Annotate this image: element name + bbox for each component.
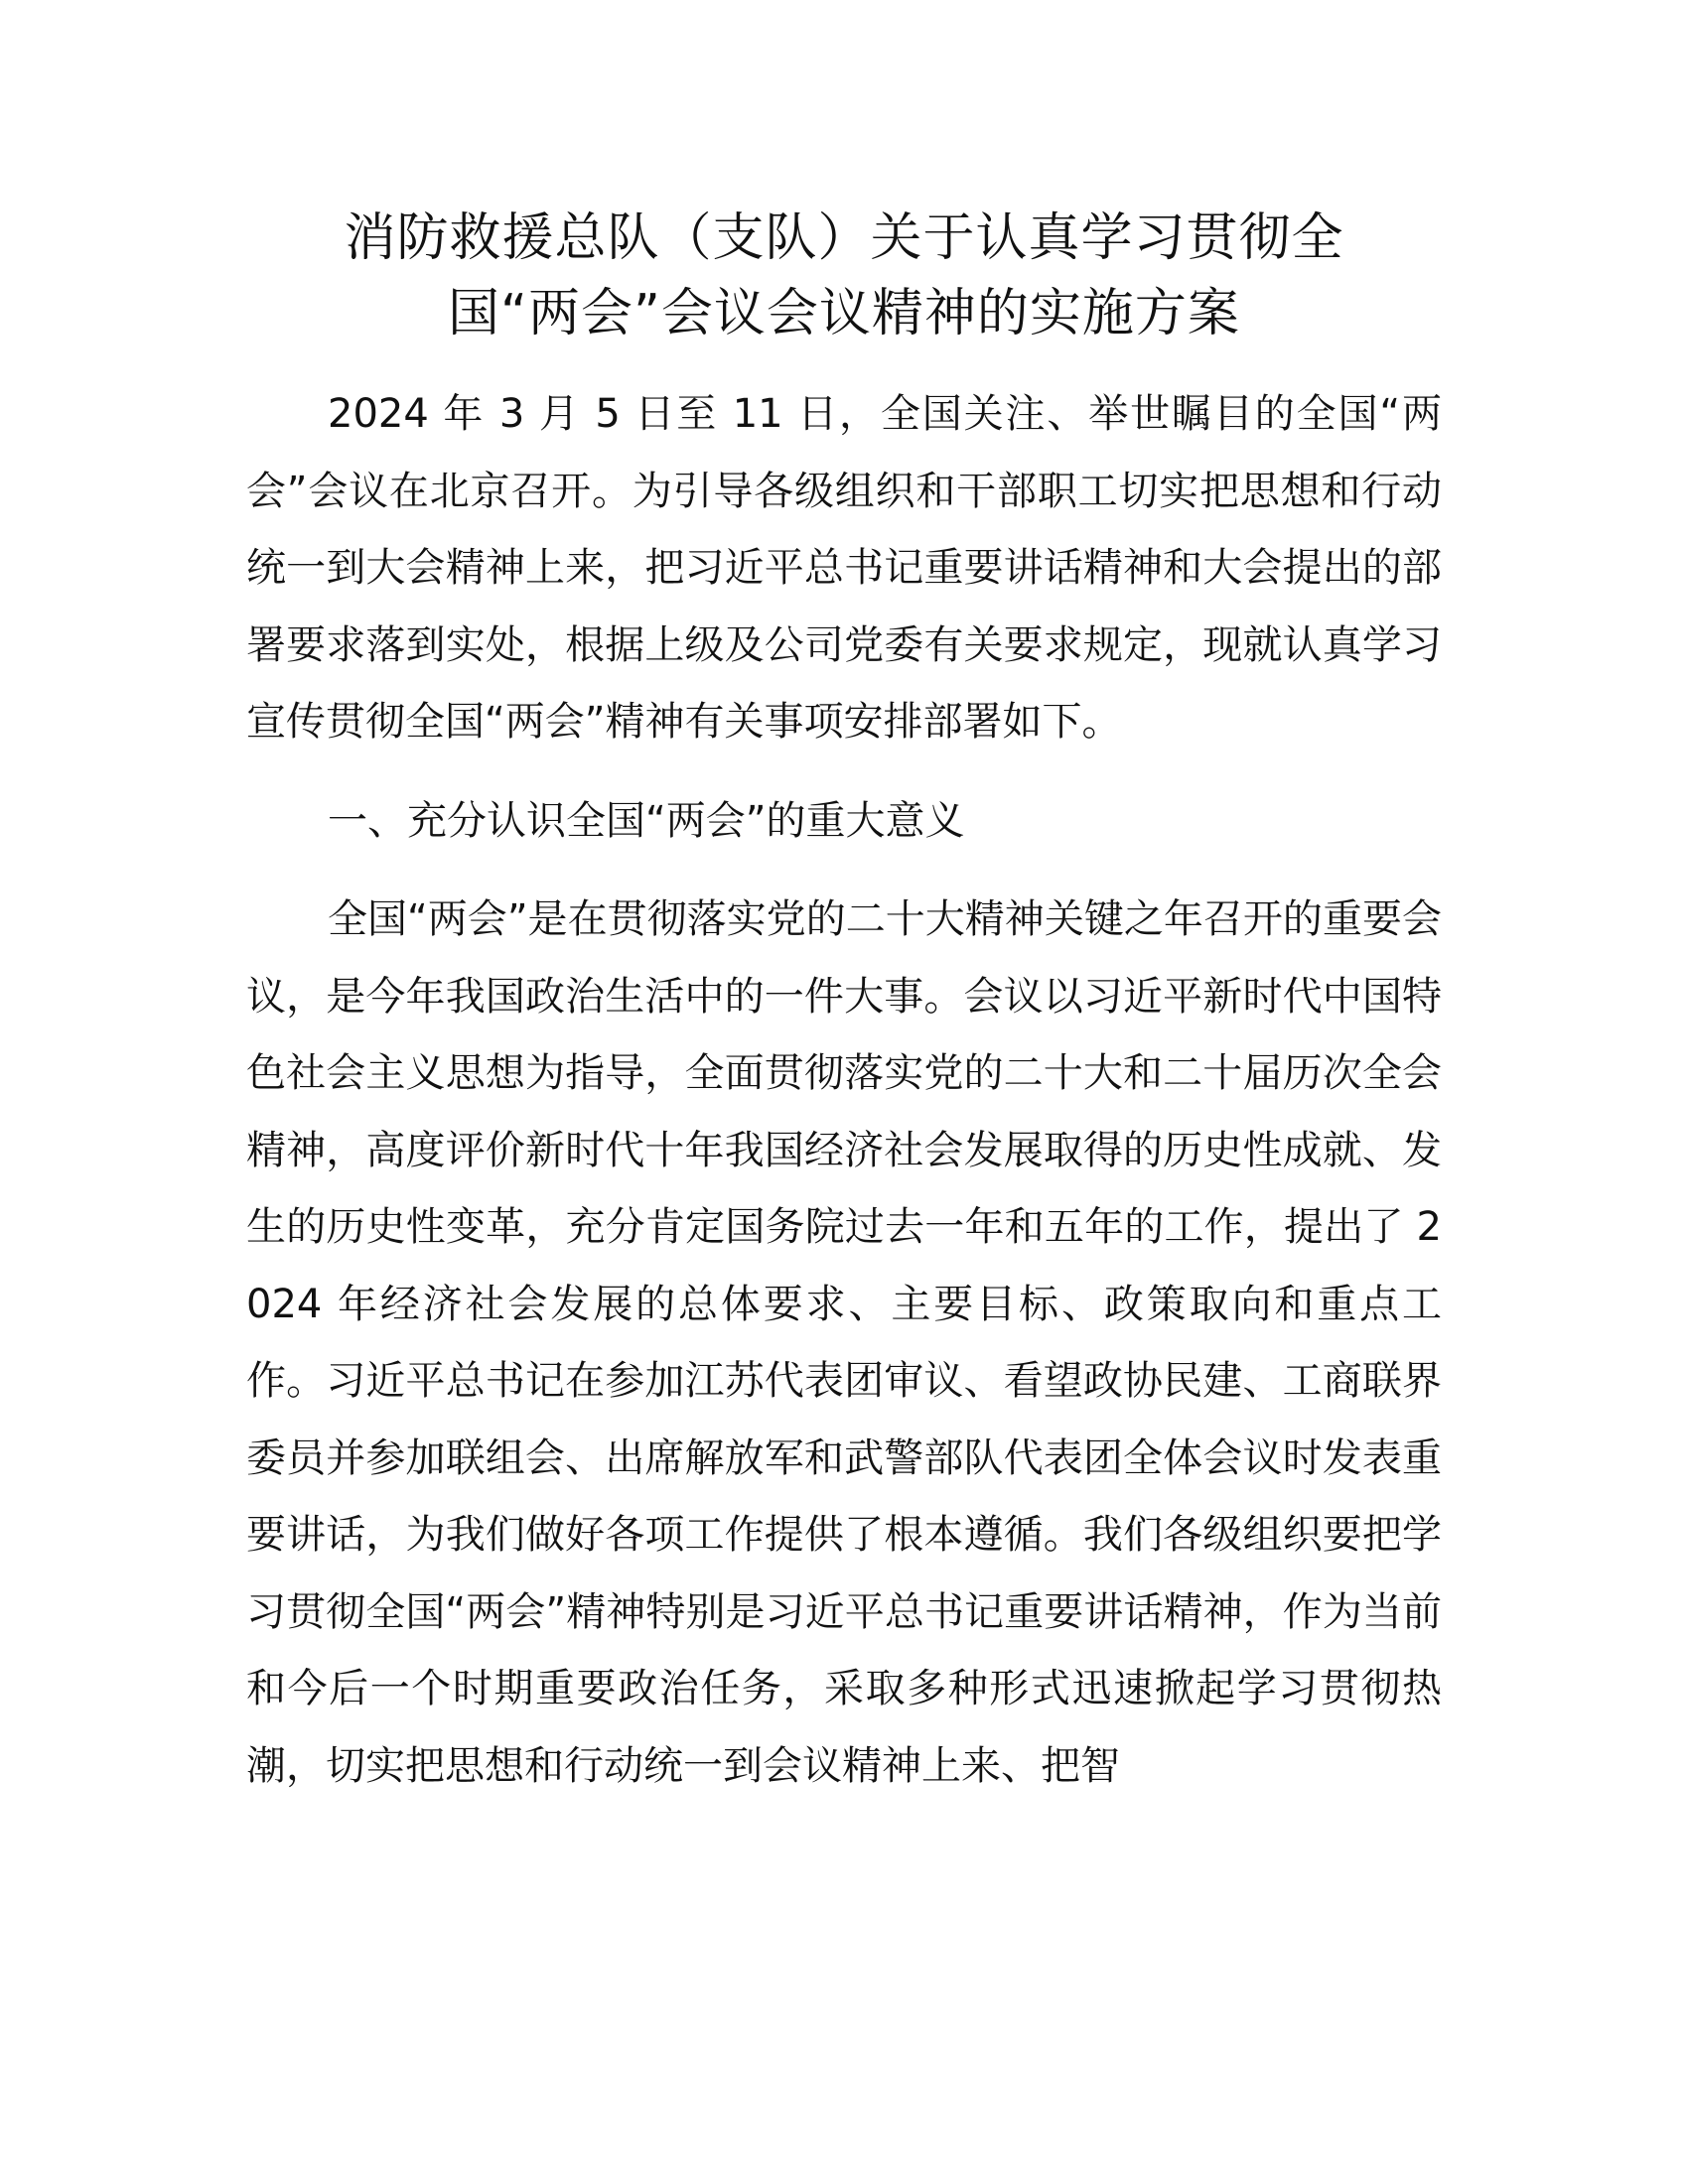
paragraph-spacer: [246, 761, 1442, 783]
paragraph-spacer: [246, 860, 1442, 882]
title-line-1: 消防救援总队（支队）关于认真学习贯彻全: [344, 208, 1344, 268]
title-line-2: 国“两会”会议会议精神的实施方案: [448, 284, 1240, 343]
document-title: [248, 201, 1440, 351]
section-1-paragraph: 全国“两会”是在贯彻落实党的二十大精神关键之年召开的重要会议，是今年我国政治生活中的一件大事。会议以习近平新时代中国特色社会主义思想为指导，全面贯彻落实党的二十大和二十届历次全会精神，高度评价新时代十年我国经济社会发展取得的历史性成就、发生的历史性变革，充分肯定国务院过去一年和五年的工作，提出了 2024 年经济社会发展的总体要求、主要目标、政策取向和重点工作。习近平总书记在参加江苏代表团审议、看望政协民建、工商联界委员并参加联组会、出席解放军和武警部队代表团全体会议时发表重要讲话，为我们做好各项工作提供了根本遵循。我们各级组织要把学习贯彻全国“两会”精神特别是习近平总书记重要讲话精神，作为当前和今后一个时期重要政治任务，采取多种形式迅速掀起学习贯彻热潮，切实把思想和行动统一到会议精神上来、把智: [246, 896, 1442, 1789]
section-heading-1: 一、充分认识全国“两会”的重大意义: [328, 797, 965, 844]
intro-paragraph: 2024 年 3 月 5 日至 11 日，全国关注、举世瞩目的全国“两会”会议在北京召开。为引导各级组织和干部职工切实把思想和行动统一到大会精神上来，把习近平总书记重要讲话精神和大会提出的部署要求落到实处，根据上级及公司党委有关要求规定，现就认真学习宣传贯彻全国“两会”精神有关事项安排部署如下。: [246, 391, 1442, 745]
document-body: [246, 376, 1442, 1805]
